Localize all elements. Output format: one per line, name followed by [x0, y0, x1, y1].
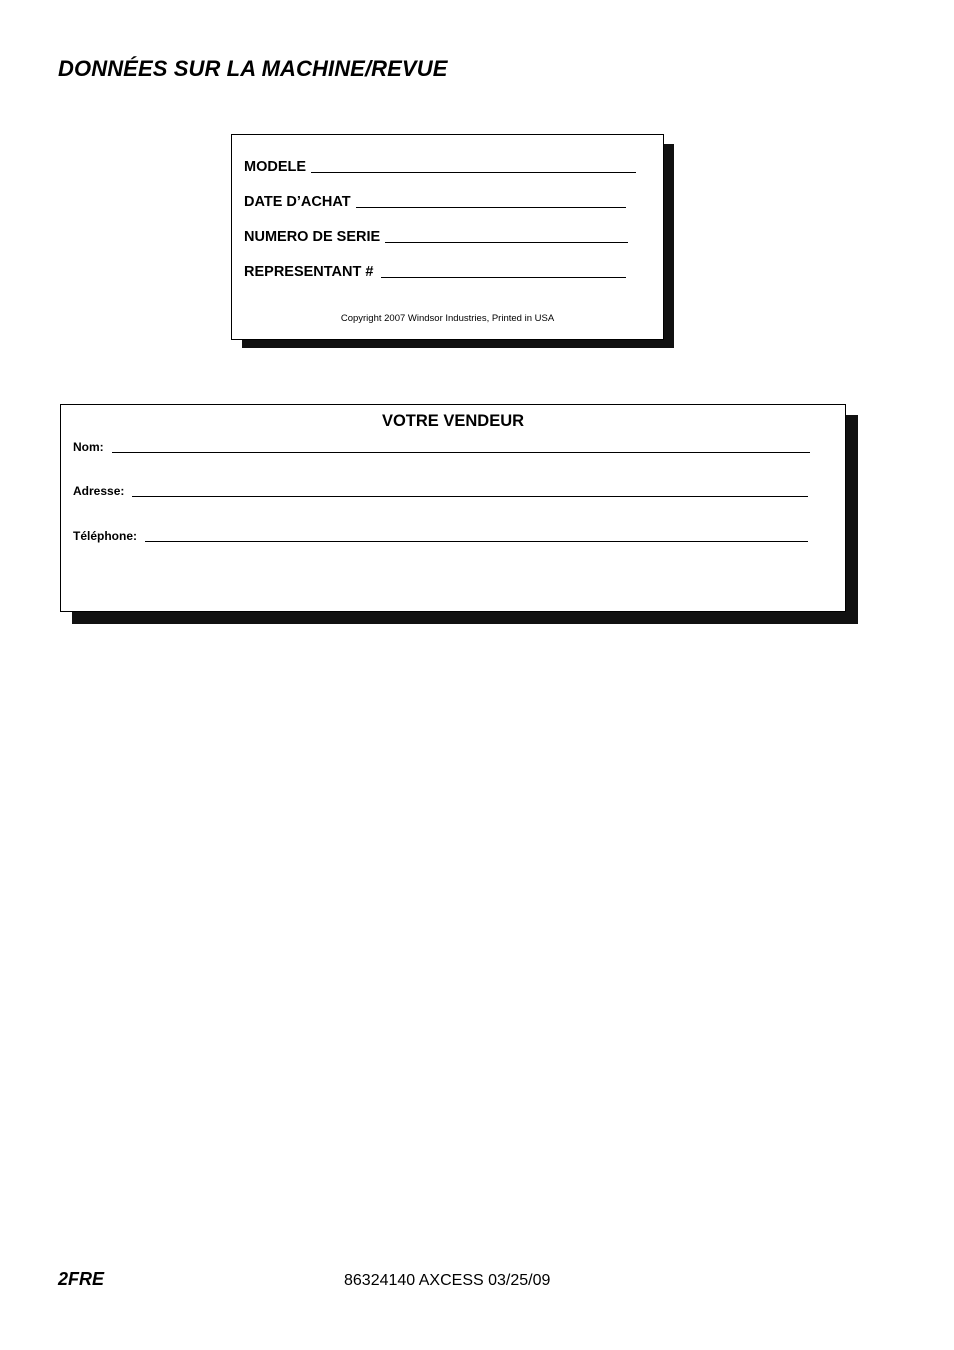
- dealer-name-label: Nom:: [73, 440, 104, 454]
- dealer-phone-field: [73, 529, 808, 543]
- model-label: MODELE: [244, 159, 307, 175]
- purchase-date-field: [244, 194, 626, 210]
- dealer-phone-entry-line[interactable]: [145, 541, 808, 542]
- model-entry-line[interactable]: [311, 172, 636, 173]
- serial-number-label: NUMERO DE SERIE: [244, 229, 381, 245]
- machine-data-box: [231, 134, 664, 340]
- dealer-name-entry-line[interactable]: [112, 452, 810, 453]
- dealer-box: [60, 404, 846, 612]
- dealer-phone-label: Téléphone:: [73, 529, 138, 543]
- document-code: 86324140 AXCESS 03/25/09: [344, 1272, 551, 1289]
- representative-field: [244, 264, 626, 280]
- representative-entry-line[interactable]: [381, 277, 626, 278]
- model-field: [244, 159, 636, 175]
- dealer-name-field: [73, 440, 810, 454]
- serial-number-field: [244, 229, 628, 245]
- representative-label: REPRESENTANT #: [244, 264, 374, 280]
- copyright-notice: Copyright 2007 Windsor Industries, Printed in USA: [340, 313, 555, 324]
- page-title: DONNÉES SUR LA MACHINE/REVUE: [58, 56, 448, 81]
- page-number: 2FRE: [58, 1269, 105, 1289]
- serial-number-entry-line[interactable]: [385, 242, 628, 243]
- dealer-box-title: VOTRE VENDEUR: [381, 412, 525, 430]
- dealer-address-field: [73, 484, 808, 498]
- purchase-date-label: DATE D’ACHAT: [244, 194, 351, 210]
- dealer-address-entry-line[interactable]: [132, 496, 808, 497]
- dealer-address-label: Adresse:: [73, 484, 125, 498]
- purchase-date-entry-line[interactable]: [356, 207, 626, 208]
